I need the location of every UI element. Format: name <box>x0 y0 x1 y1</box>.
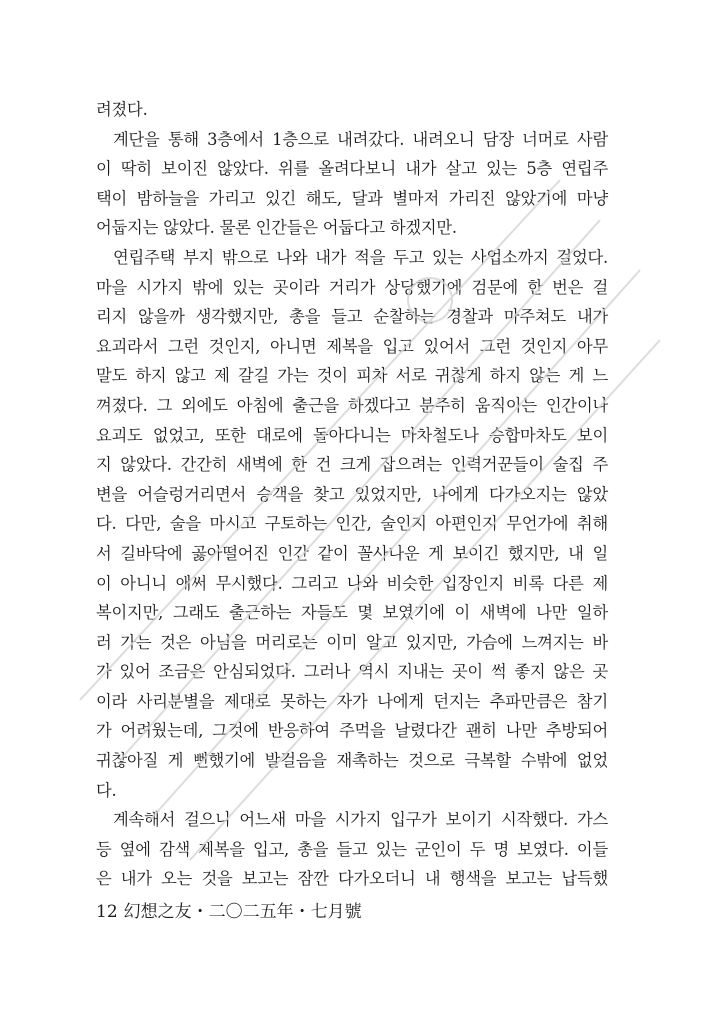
text-line: 연립주택 부지 밖으로 나와 내가 적을 두고 있는 사업소까지 걸었다. <box>113 247 608 267</box>
text-line: 등 옆에 감색 제복을 입고, 총을 들고 있는 군인이 두 명 보였다. 이들 <box>96 839 608 859</box>
text-line: 복이지만, 그래도 출근하는 자들도 몇 보였기에 이 새벽에 나만 일하 <box>96 603 608 623</box>
text-line: 어둡지는 않았다. 물론 인간들은 어둡다고 하겠지만. <box>96 218 457 238</box>
text-line: 가 있어 조금은 안심되었다. 그러나 역시 지내는 곳이 썩 좋지 않은 곳 <box>96 662 608 682</box>
text-line: 다. <box>96 780 117 800</box>
text-line: 다. 다만, 술을 마시고 구토하는 인간, 술인지 아편인지 무언가에 취해 <box>96 514 608 534</box>
text-line: 이 아니니 애써 무시했다. 그리고 나와 비슷한 입장인지 비록 다른 제 <box>96 573 608 593</box>
page-footer <box>96 900 362 924</box>
text-line: 은 내가 오는 것을 보고는 잠깐 다가오더니 내 행색을 보고는 납득했 <box>96 869 608 889</box>
text-line: 려졌다. <box>96 100 148 119</box>
text-line: 러 가는 것은 아님을 머리로는 이미 알고 있지만, 가슴에 느껴지는 바 <box>96 632 608 652</box>
page-number: 12 <box>96 902 118 922</box>
text-line: 계단을 통해 3층에서 1층으로 내려갔다. 내려오니 담장 너머로 사람 <box>113 129 608 149</box>
text-line: 지 않았다. 간간히 새벽에 한 건 크게 잡으려는 인력거꾼들이 술집 주 <box>96 455 608 475</box>
text-line: 변을 어슬렁거리면서 승객을 찾고 있었지만, 나에게 다가오지는 않았 <box>96 484 608 504</box>
text-line: 요괴도 없었고, 또한 대로에 돌아다니는 마차철도나 승합마차도 보이 <box>96 425 608 445</box>
text-line: 택이 밤하늘을 가리고 있긴 해도, 달과 별마저 가리진 않았기에 마냥 <box>96 188 608 208</box>
publication-title: 幻想之友・二〇二五年・七月號 <box>123 902 362 922</box>
text-line: 서 길바닥에 곯아떨어진 인간 같이 꼴사나운 게 보이긴 했지만, 내 일 <box>96 543 608 563</box>
text-line: 요괴라서 그런 것인지, 아니면 제복을 입고 있어서 그런 것인지 아무 <box>96 336 608 356</box>
text-line: 이 딱히 보이진 않았다. 위를 올려다보니 내가 살고 있는 5층 연립주 <box>96 159 608 179</box>
text-line: 귀찮아질 게 뻔했기에 발걸음을 재촉하는 것으로 극복할 수밖에 없었 <box>96 751 608 771</box>
text-line: 말도 하지 않고 제 갈길 가는 것이 피차 서로 귀찮게 하지 않는 게 느 <box>96 366 608 386</box>
text-line: 가 어려웠는데, 그것에 반응하여 주먹을 날렸다간 괜히 나만 추방되어 <box>96 721 608 741</box>
text-line: 이라 사리분별을 제대로 못하는 자가 나에게 던지는 추파만큼은 참기 <box>96 691 608 711</box>
text-line: 계속해서 걸으니 어느새 마을 시가지 입구가 보이기 시작했다. 가스 <box>113 810 608 830</box>
body-text <box>96 95 608 894</box>
text-line: 리지 않을까 생각했지만, 총을 들고 순찰하는 경찰과 마주쳐도 내가 <box>96 307 608 327</box>
text-line: 마을 시가지 밖에 있는 곳이라 거리가 상당했기에 검문에 한 번은 걸 <box>96 277 608 297</box>
text-line: 껴졌다. 그 외에도 아침에 출근을 하겠다고 분주히 움직이는 인간이나 <box>96 395 608 415</box>
